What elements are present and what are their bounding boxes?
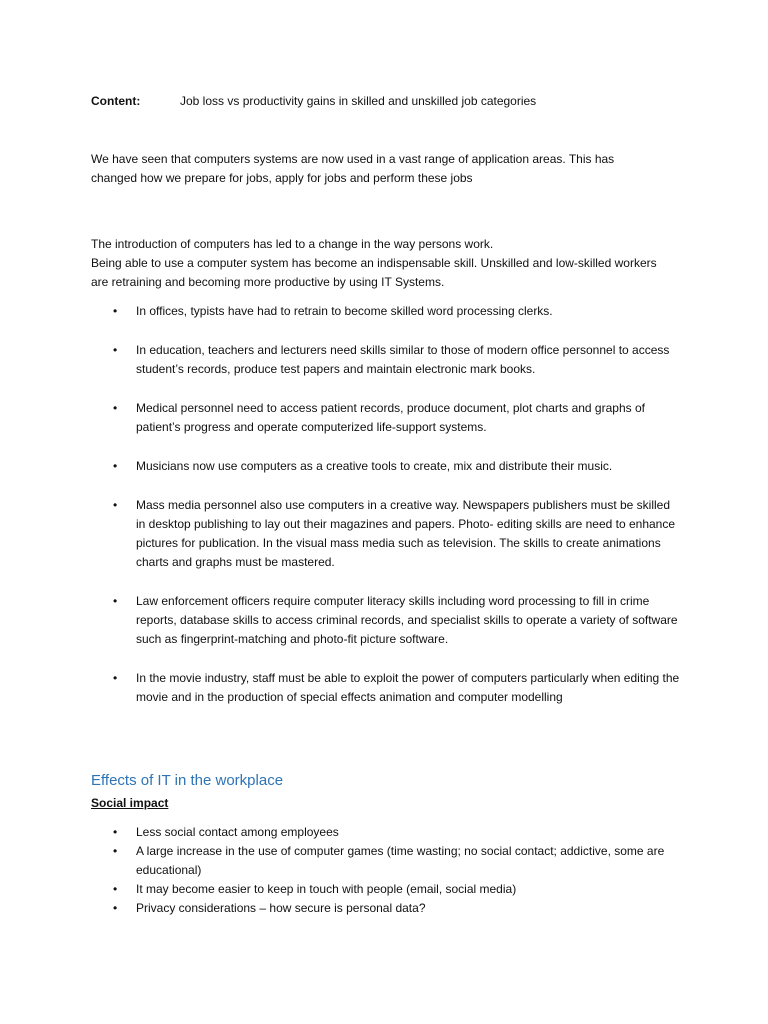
list-item-text: It may become easier to keep in touch with people (email, social media) [136, 882, 517, 896]
list-item [91, 457, 681, 476]
change-paragraph-line-2: Being able to use a computer system has become an indispensable skill. Unskilled and low-skilled workers are retraining and becoming more productive by using IT Systems. [91, 256, 657, 289]
bullet-icon: • [113, 844, 118, 858]
bullet-icon: • [113, 825, 118, 839]
list-item [91, 399, 681, 437]
list-item-text: Medical personnel need to access patient records, produce document, plot charts and graphs of patient’s progress and operate computerized life-support systems. [136, 401, 645, 434]
list-item [91, 899, 681, 918]
list-item [91, 341, 681, 379]
content-topic: Job loss vs productivity gains in skilled and unskilled job categories [180, 94, 537, 108]
bullet-icon: • [113, 401, 118, 415]
list-item-text: Mass media personnel also use computers in a creative way. Newspapers publishers must be skilled in desktop publishing to lay out their magazines and papers. Photo- editing skills are need to enhance pictures for publication. In the visual mass media such as television. The skills to create animations charts and graphs must be mastered. [136, 498, 676, 569]
bullet-icon: • [113, 882, 118, 896]
content-label: Content: [91, 94, 141, 108]
list-item [91, 823, 681, 842]
list-item [91, 302, 681, 321]
bullet-icon: • [113, 459, 118, 473]
list-item-text: A large increase in the use of computer games (time wasting; no social contact; addictive, some are educational) [136, 844, 665, 877]
list-item [91, 880, 681, 899]
list-item [91, 669, 681, 707]
social-impact-list [91, 823, 681, 918]
list-item [91, 842, 681, 880]
change-paragraph [91, 235, 661, 292]
list-item-text: In education, teachers and lecturers need skills similar to those of modern office personnel to access student’s records, produce test papers and maintain electronic mark books. [136, 343, 670, 376]
bullet-icon: • [113, 304, 118, 318]
list-item-text: Musicians now use computers as a creative tools to create, mix and distribute their music. [136, 459, 613, 473]
section-subheading: Social impact [91, 796, 169, 810]
bullet-icon: • [113, 901, 118, 915]
intro-paragraph: We have seen that computers systems are now used in a vast range of application areas. This has changed how we prepare for jobs, apply for jobs and perform these jobs [91, 152, 615, 185]
job-examples-list [91, 302, 681, 727]
list-item-text: Privacy considerations – how secure is personal data? [136, 901, 426, 915]
list-item-text: Law enforcement officers require computer literacy skills including word processing to fill in crime reports, database skills to access criminal records, and specialist skills to operate a variety of software such as fingerprint-matching and photo-fit picture software. [136, 594, 678, 646]
content-line [91, 92, 691, 111]
list-item-text: Less social contact among employees [136, 825, 339, 839]
bullet-icon: • [113, 343, 118, 357]
list-item-text: In offices, typists have had to retrain to become skilled word processing clerks. [136, 304, 553, 318]
change-paragraph-line-1: The introduction of computers has led to a change in the way persons work. [91, 237, 494, 251]
bullet-icon: • [113, 594, 118, 608]
list-item [91, 592, 681, 649]
section-heading: Effects of IT in the workplace [91, 772, 284, 789]
bullet-icon: • [113, 498, 118, 512]
list-item [91, 496, 681, 572]
list-item-text: In the movie industry, staff must be able to exploit the power of computers particularly when editing the movie and in the production of special effects animation and computer modelling [136, 671, 680, 704]
bullet-icon: • [113, 671, 118, 685]
